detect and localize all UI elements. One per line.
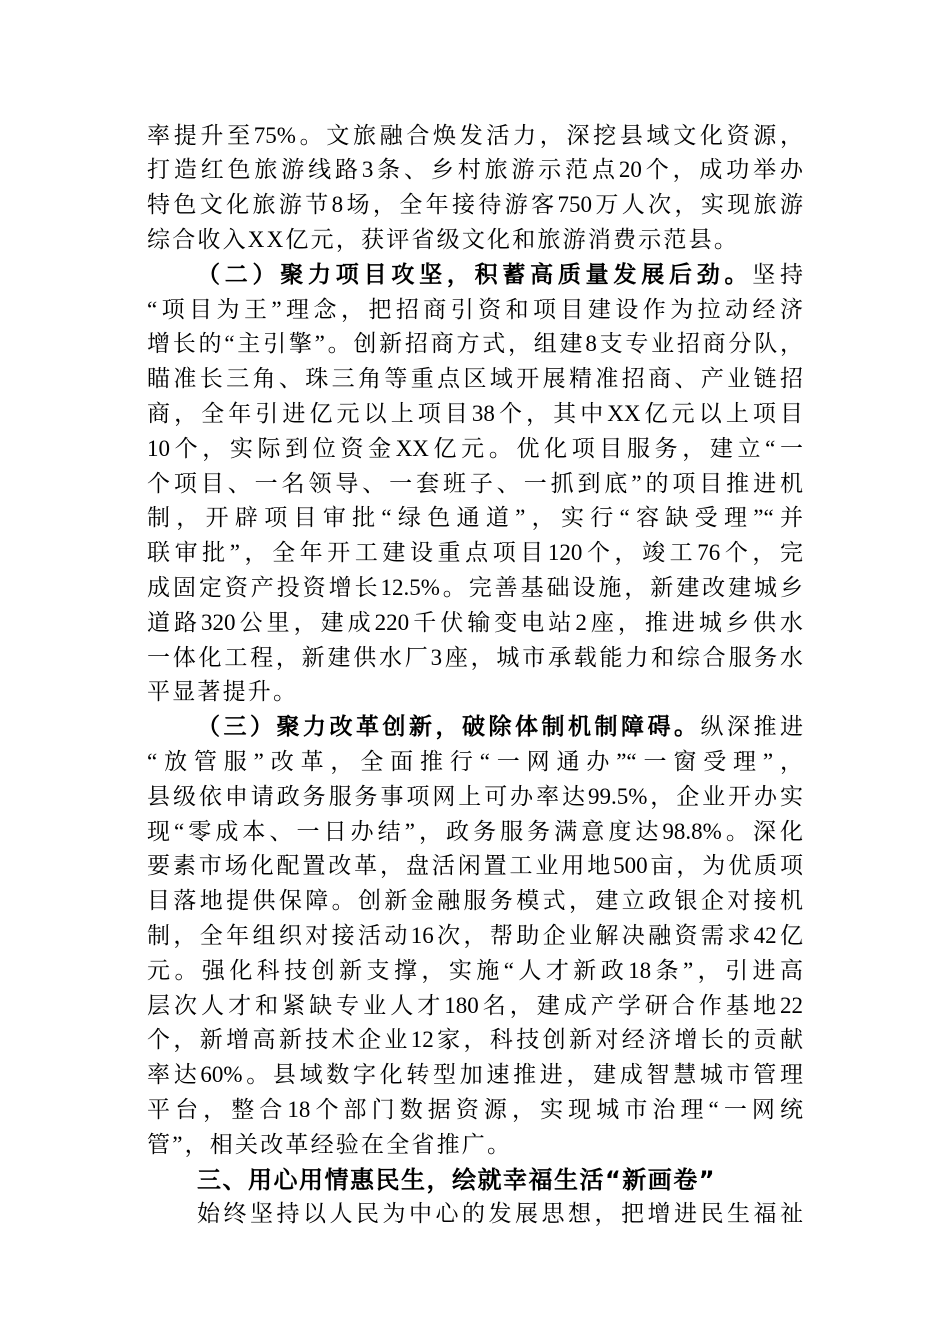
line-text: 管”，相关改革经验在全省推广。 [147, 1131, 513, 1157]
text-line [147, 223, 803, 258]
text-line [147, 1058, 803, 1093]
text-line [147, 293, 803, 328]
line-text: 10个，实际到位资金XX亿元。优化项目服务，建立“一 [147, 435, 803, 461]
text-line [147, 989, 803, 1024]
section-heading-text: 三、用心用情惠民生，绘就幸福生活“新画卷” [197, 1165, 717, 1194]
line-text: 特色文化旅游节8场，全年接待游客750万人次，实现旅游 [147, 192, 803, 218]
text-line [147, 641, 803, 676]
text-line [147, 153, 803, 188]
line-text: 联审批”，全年开工建设重点项目120个，竣工76个，完 [147, 540, 803, 566]
text-line [147, 397, 803, 432]
text-line [147, 954, 803, 989]
text-line [147, 745, 803, 780]
section-heading-three [147, 1163, 803, 1198]
line-text: 率达60%。县域数字化转型加速推进，建成智慧城市管理 [147, 1062, 803, 1088]
text-line [147, 432, 803, 467]
line-text: 目落地提供保障。创新金融服务模式，建立政银企对接机 [147, 888, 803, 914]
line-text: 平台，整合18个部门数据资源，实现城市治理“一网统 [147, 1096, 803, 1122]
text-line [147, 884, 803, 919]
text-line [147, 467, 803, 502]
line-text: 瞄准长三角、珠三角等重点区域开展精准招商、产业链招 [147, 366, 803, 392]
line-text: 坚持 [752, 261, 804, 287]
line-text: 综合收入XX亿元，获评省级文化和旅游消费示范县。 [147, 226, 740, 252]
text-line [147, 501, 803, 536]
text-line [147, 327, 803, 362]
text-line [147, 919, 803, 954]
line-text: 平显著提升。 [147, 679, 299, 705]
text-line [147, 571, 803, 606]
line-text: 纵深推进 [700, 714, 803, 740]
line-text: 要素市场化配置改革，盘活闲置工业用地500亩，为优质项 [147, 853, 803, 879]
line-text: 县级依申请政务服务事项网上可办率达99.5%，企业开办实 [147, 783, 803, 809]
line-text: 元。强化科技创新支撑，实施“人才新政18条”，引进高 [147, 957, 803, 983]
text-line [147, 1128, 803, 1163]
document-body [147, 119, 803, 1233]
line-text: 道路320公里，建成220千伏输变电站2座，推进城乡供水 [147, 609, 803, 635]
line-text: 成固定资产投资增长12.5%。完善基础设施，新建改建城乡 [147, 574, 803, 600]
line-text: 个项目、一名领导、一套班子、一抓到底”的项目推进机 [147, 470, 803, 496]
section-two-first-line [147, 258, 803, 293]
text-line [147, 606, 803, 641]
text-line [147, 849, 803, 884]
line-text: 现“零成本、一日办结”，政务服务满意度达98.8%。深化 [147, 818, 803, 844]
text-line [147, 362, 803, 397]
text-line [147, 815, 803, 850]
line-text: 增长的“主引擎”。创新招商方式，组建8支专业招商分队， [147, 331, 803, 357]
line-text: 层次人才和紧缺专业人才180名，建成产学研合作基地22 [147, 992, 803, 1018]
line-text: “项目为王”理念，把招商引资和项目建设作为拉动经济 [147, 296, 803, 322]
line-text: 制，全年组织对接活动16次，帮助企业解决融资需求42亿 [147, 922, 803, 948]
text-line [147, 1197, 803, 1232]
section-two-lead-heading: （二）聚力项目攻坚，积蓄高质量发展后劲。 [197, 260, 753, 288]
line-text: 个，新增高新技术企业12家，科技创新对经济增长的贡献 [147, 1027, 803, 1053]
section-three-lead-heading: （三）聚力改革创新，破除体制机制障碍。 [197, 713, 701, 741]
line-text: 打造红色旅游线路3条、乡村旅游示范点20个，成功举办 [147, 157, 803, 183]
section-three-first-line [147, 710, 803, 745]
line-text: 始终坚持以人民为中心的发展思想，把增进民生福祉 [197, 1201, 803, 1227]
text-line [147, 675, 803, 710]
text-line [147, 119, 803, 154]
text-line [147, 188, 803, 223]
text-line [147, 780, 803, 815]
text-line [147, 1093, 803, 1128]
line-text: 一体化工程，新建供水厂3座，城市承载能力和综合服务水 [147, 644, 803, 670]
line-text: “放管服”改革，全面推行“一网通办”“一窗受理”， [147, 748, 803, 774]
text-line [147, 1023, 803, 1058]
line-text: 商，全年引进亿元以上项目38个，其中XX亿元以上项目 [147, 400, 803, 426]
line-text: 率提升至75%。文旅融合焕发活力，深挖县域文化资源， [147, 122, 803, 148]
line-text: 制，开辟项目审批“绿色通道”，实行“容缺受理”“并 [147, 505, 803, 531]
text-line [147, 536, 803, 571]
